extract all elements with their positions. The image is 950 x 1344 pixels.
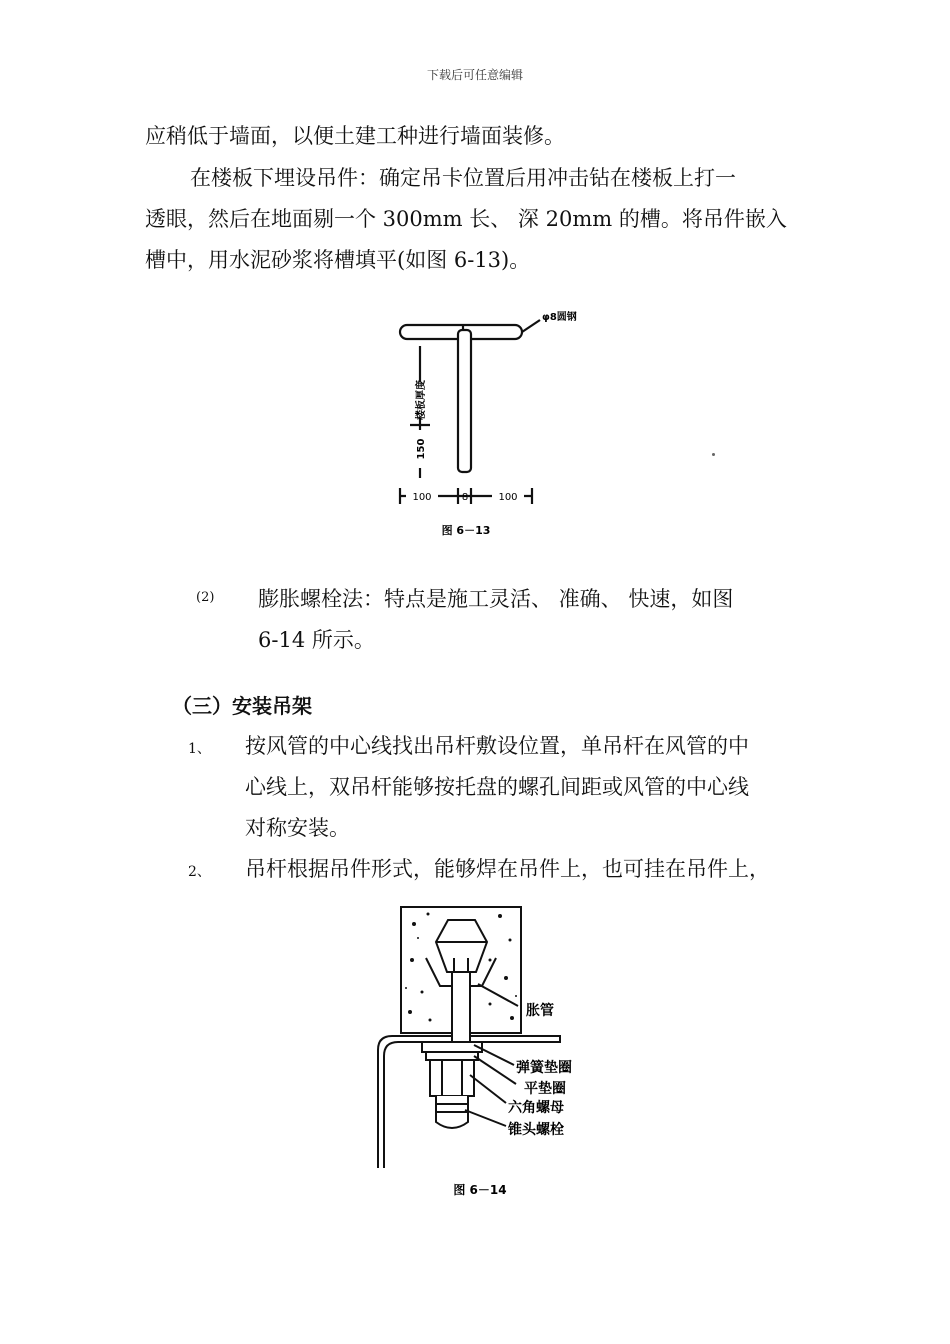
label-expansion-sleeve: 胀管 [526, 1003, 554, 1019]
figure-6-13 [380, 300, 580, 550]
dim-right-100: 100 [498, 492, 518, 503]
item-2-line-1: 膨胀螺栓法：特点是施工灵活、 准确、 快速，如图 [258, 587, 734, 611]
spring-washer [422, 1042, 482, 1052]
figure-6-13-caption: 图 6－13 [441, 524, 491, 537]
list-item-1-line-2: 心线上，双吊杆能够按托盘的螺孔间距或风管的中心线 [245, 775, 749, 799]
paragraph-2-line-2: 透眼，然后在地面剔一个 300mm 长、 深 20mm 的槽。将吊件嵌入 [145, 207, 787, 231]
page-header: 下载后可任意编辑 [426, 68, 523, 82]
label-phi8-steel: φ8圆钢 [542, 312, 577, 323]
dim-middle-8: 8 [461, 492, 469, 503]
label-150: 150 [416, 438, 427, 460]
list-item-2-marker: 2、 [188, 864, 211, 880]
figure-6-14-caption: 图 6－14 [453, 1183, 507, 1197]
paragraph-1: 应稍低于墙面，以便土建工种进行墙面装修。 [145, 124, 565, 148]
cone-head [436, 920, 487, 972]
list-item-1-line-1: 按风管的中心线找出吊杆敷设位置，单吊杆在风管的中 [245, 734, 749, 758]
hex-nut [430, 1060, 474, 1096]
paragraph-2-line-3: 槽中，用水泥砂浆将槽填平(如图 6-13)。 [145, 248, 531, 272]
list-item-1-marker: 1、 [188, 741, 211, 757]
section-3-heading: （三）安装吊架 [172, 694, 312, 718]
label-slab-thickness: 楼板厚度 [416, 380, 427, 420]
list-item-1-line-3: 对称安装。 [245, 816, 350, 840]
label-spring-washer: 弹簧垫圈 [516, 1060, 572, 1076]
figure-6-14 [370, 900, 610, 1200]
label-hex-nut: 六角螺母 [508, 1100, 564, 1116]
label-cone-bolt: 锥头螺栓 [508, 1122, 564, 1138]
item-2-marker: (2) [196, 590, 215, 605]
label-flat-washer: 平垫圈 [524, 1081, 566, 1097]
hanger-rod [458, 330, 471, 472]
list-item-2-line-1: 吊杆根据吊件形式，能够焊在吊件上，也可挂在吊件上， [245, 857, 770, 881]
stray-dot [712, 453, 715, 456]
flat-washer [426, 1052, 478, 1060]
paragraph-2-line-1: 在楼板下埋设吊件：确定吊卡位置后用冲击钻在楼板上打一 [190, 166, 736, 190]
dim-left-100: 100 [412, 492, 432, 503]
item-2-line-2: 6-14 所示。 [258, 628, 375, 652]
bolt-shank [452, 972, 470, 1042]
